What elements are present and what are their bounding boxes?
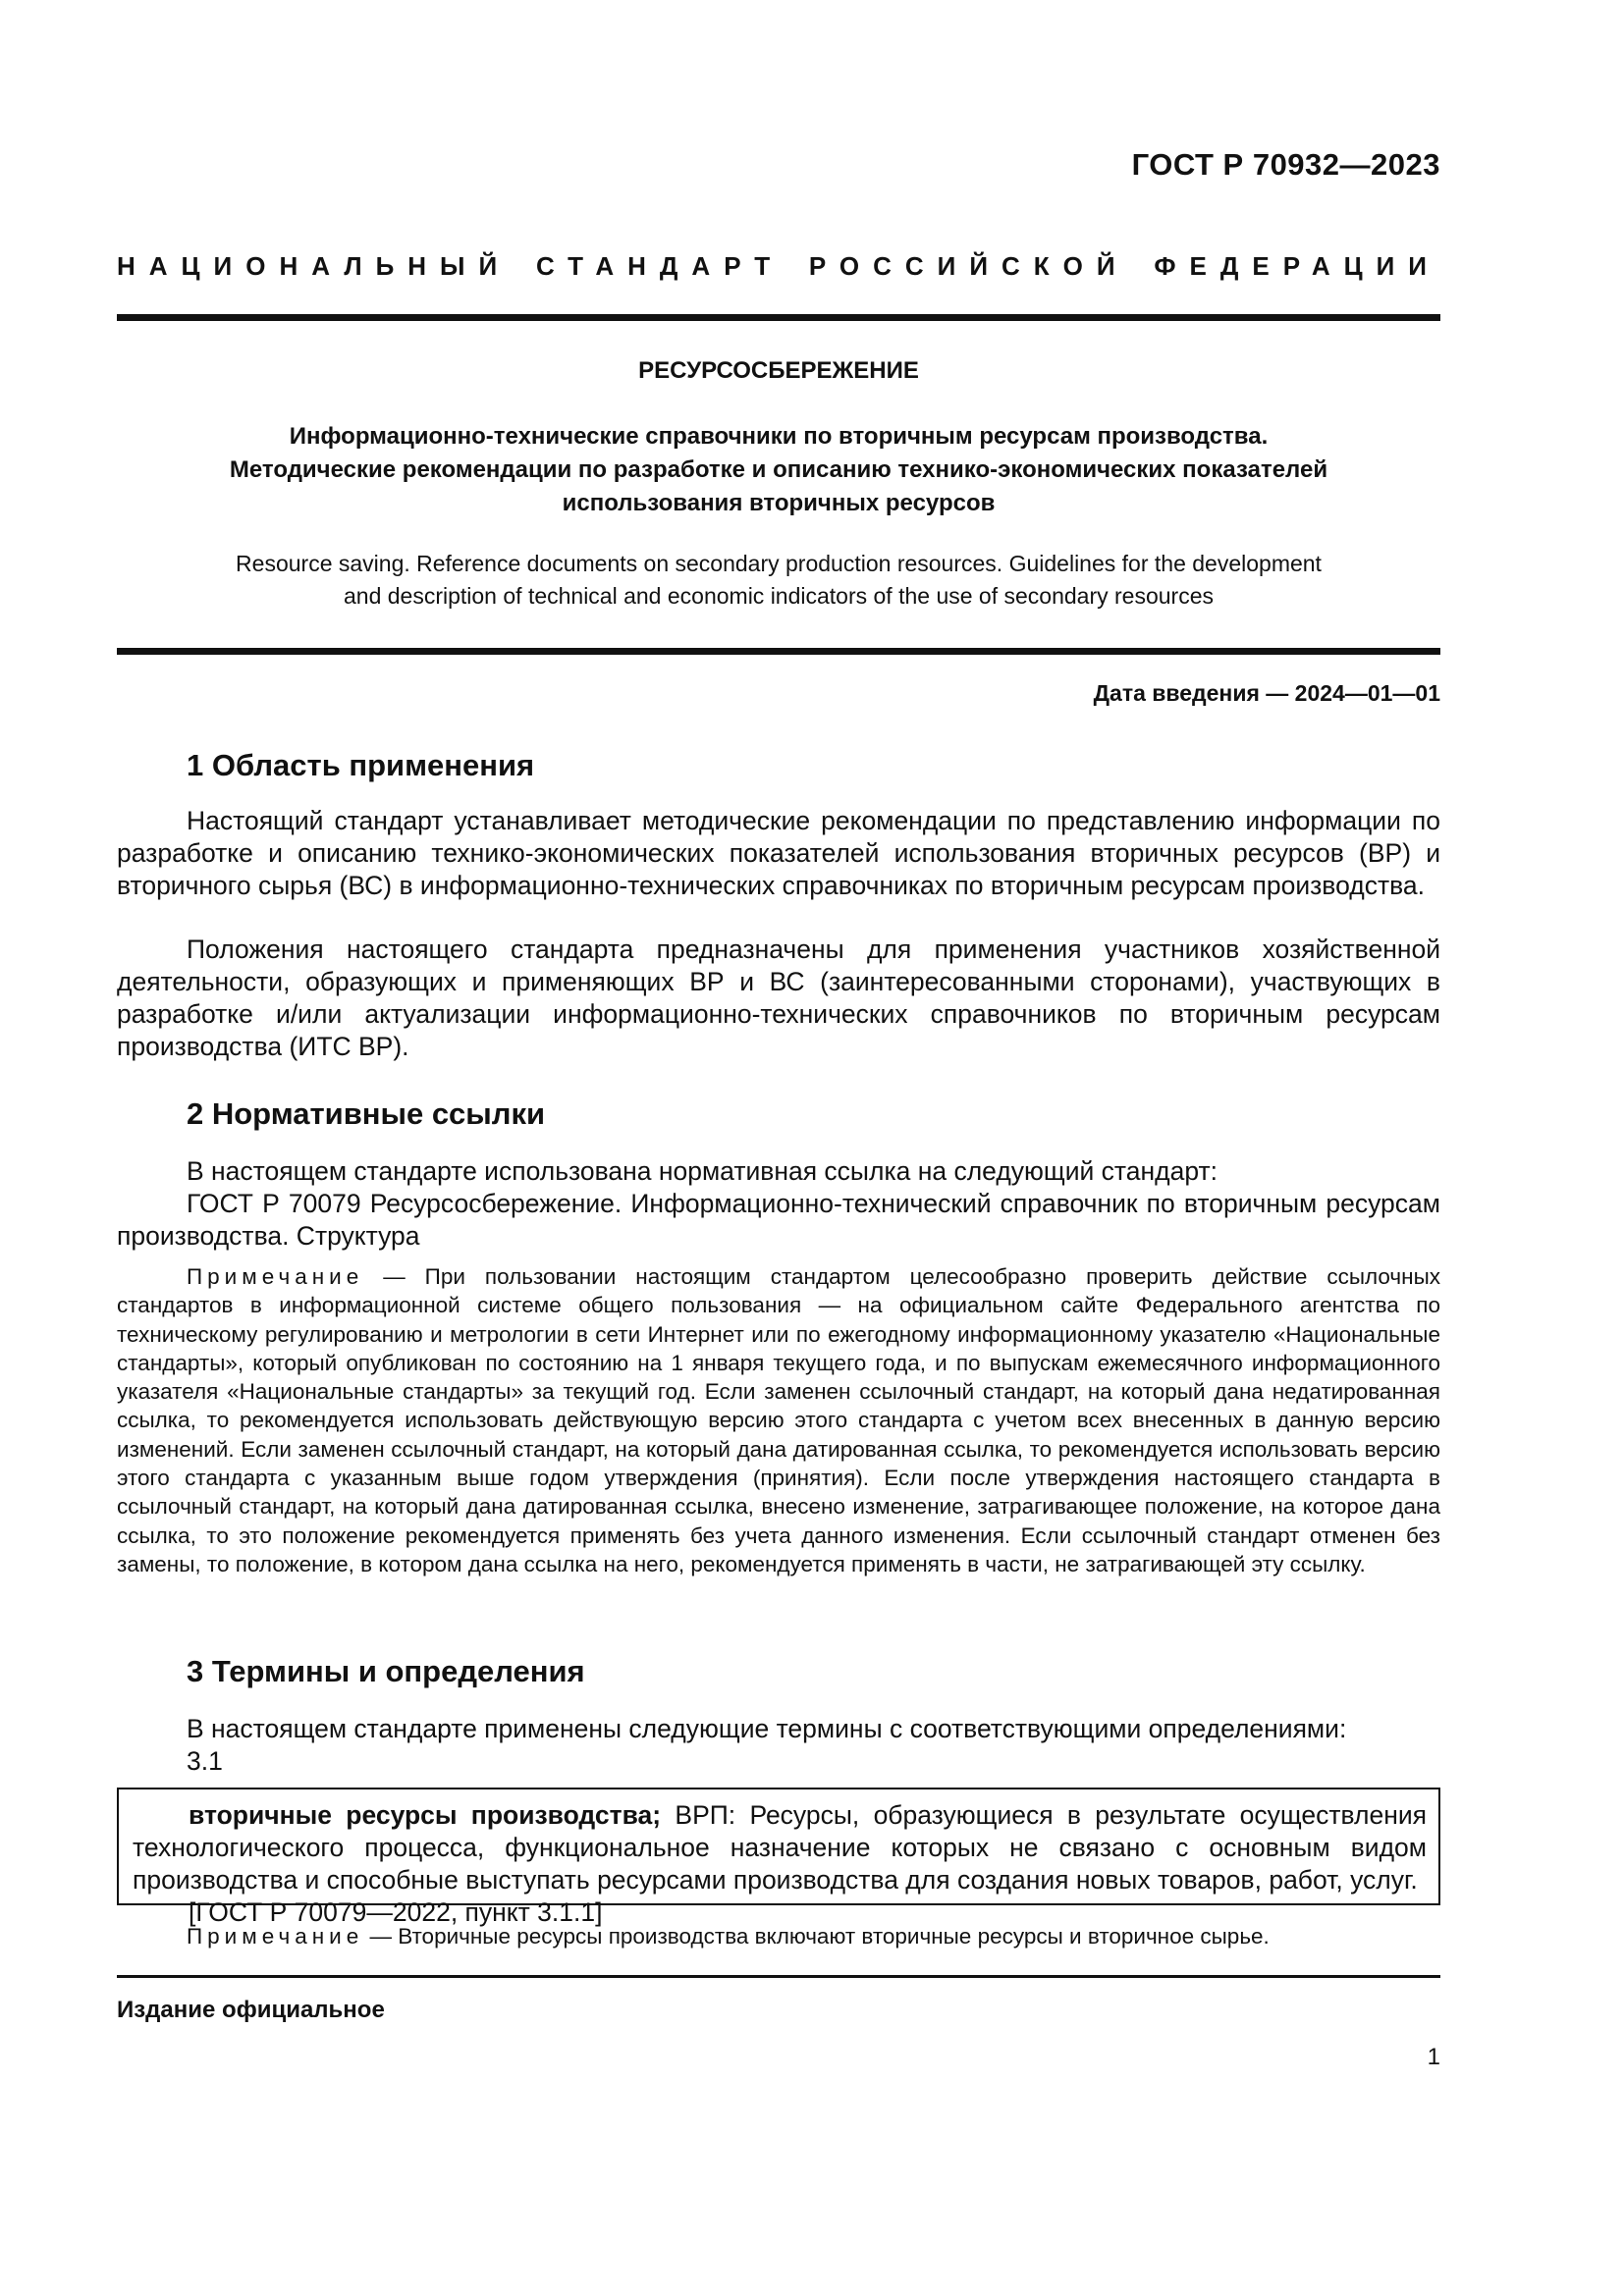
document-title: РЕСУРСОСБЕРЕЖЕНИЕ bbox=[638, 357, 919, 384]
paragraph: В настоящем стандарте использована нормативная ссылка на следующий стандарт: bbox=[187, 1156, 1218, 1186]
standard-number: ГОСТ Р 70932—2023 bbox=[1131, 147, 1440, 182]
clause-number: 3.1 bbox=[187, 1746, 223, 1776]
english-title-line: Resource saving. Reference documents on secondary production resources. Guidelines for the development bbox=[236, 551, 1322, 576]
paragraph: Настоящий стандарт устанавливает методические рекомендации по представлению информации по разработке и описанию технико-экономических показателей использования вторичных ресурсов (ВР) и вторичного сырья (ВС) в информационно-технических справочниках по вторичным ресурсам производства. bbox=[117, 806, 1440, 900]
note bbox=[117, 1262, 1440, 1578]
footer-divider bbox=[117, 1975, 1440, 1978]
document-subtitle bbox=[117, 420, 1440, 520]
english-title-line: and description of technical and economic indicators of the use of secondary resources bbox=[343, 583, 1214, 609]
edition-label: Издание официальное bbox=[117, 1997, 385, 2023]
definition: ВРП: Ресурсы, образующиеся в результате осуществления технологического процесса, функциональное назначение которых не связано с основным видом производства и способные выступать ресурсами производства для создания новых товаров, работ, услуг. bbox=[133, 1800, 1427, 1895]
banner-word: НАЦИОНАЛЬНЫЙ bbox=[117, 251, 512, 281]
section-heading: 3 Термины и определения bbox=[187, 1654, 585, 1688]
banner-word: РОССИЙСКОЙ bbox=[808, 251, 1129, 281]
subtitle-line: использования вторичных ресурсов bbox=[562, 490, 996, 516]
section-heading: 2 Нормативные ссылки bbox=[187, 1096, 546, 1131]
note bbox=[117, 1922, 1440, 1950]
page-number: 1 bbox=[1427, 2044, 1440, 2070]
note-text: — Вторичные ресурсы производства включают вторичные ресурсы и вторичное сырье. bbox=[363, 1924, 1270, 1949]
banner-word: ФЕДЕРАЦИИ bbox=[1154, 251, 1440, 281]
section-heading: 1 Область применения bbox=[187, 748, 535, 782]
term-source: [ГОСТ Р 70079—2022, пункт 3.1.1] bbox=[189, 1897, 603, 1927]
banner-word: СТАНДАРТ bbox=[535, 251, 785, 281]
paragraph: Положения настоящего стандарта предназначены для применения участников хозяйственной деятельности, образующих и применяющих ВР и ВС (заинтересованными сторонами), участвующих в разработке и/или актуализации информационно-технических справочников по вторичным ресурсам производства (ИТС ВР). bbox=[117, 934, 1440, 1061]
term-definition bbox=[133, 1799, 1427, 1896]
paragraph: В настоящем стандарте применены следующие термины с соответствующими определениями: bbox=[187, 1714, 1347, 1743]
note-label: Примечание bbox=[187, 1924, 364, 1949]
national-standard-banner bbox=[117, 251, 1440, 282]
introduction-date: Дата введения — 2024—01—01 bbox=[1093, 680, 1440, 706]
term: вторичные ресурсы производства; bbox=[189, 1800, 662, 1830]
paragraph: ГОСТ Р 70079 Ресурсосбережение. Информационно-технический справочник по вторичным ресурсам производства. Структура bbox=[117, 1189, 1440, 1251]
divider bbox=[117, 314, 1440, 321]
english-title bbox=[117, 548, 1440, 613]
term-definition-box bbox=[117, 1788, 1440, 1927]
subtitle-line: Методические рекомендации по разработке и описанию технико-экономических показателей bbox=[229, 456, 1328, 483]
subtitle-line: Информационно-технические справочники по вторичным ресурсам производства. bbox=[289, 423, 1269, 450]
note-label: Примечание bbox=[187, 1264, 364, 1289]
note-text: — При пользовании настоящим стандартом целесообразно проверить действие ссылочных стандартов в информационной системе общего пользования — на официальном сайте Федерального агентства по техническому регулированию и метрологии в сети Интернет или по ежегодному информационному указателю «Национальные стандарты», который опубликован по состоянию на 1 января текущего года, и по выпускам ежемесячного информационного указателя «Национальные стандарты» за текущий год. Если заменен ссылочный стандарт, на который дана недатированная ссылка, то рекомендуется использовать действующую версию этого стандарта с учетом всех внесенных в данную версию изменений. Если заменен ссылочный стандарт, на который дана датированная ссылка, то рекомендуется использовать версию этого стандарта с указанным выше годом утверждения (принятия). Если после утверждения настоящего стандарта в ссылочный стандарт, на который дана датированная ссылка, внесено изменение, затрагивающее положение, на которое дана ссылка, то это положение рекомендуется применять без учета данного изменения. Если ссылочный стандарт отменен без замены, то положение, в котором дана ссылка на него, рекомендуется применять в части, не затрагивающей эту ссылку. bbox=[117, 1264, 1440, 1576]
divider bbox=[117, 648, 1440, 655]
